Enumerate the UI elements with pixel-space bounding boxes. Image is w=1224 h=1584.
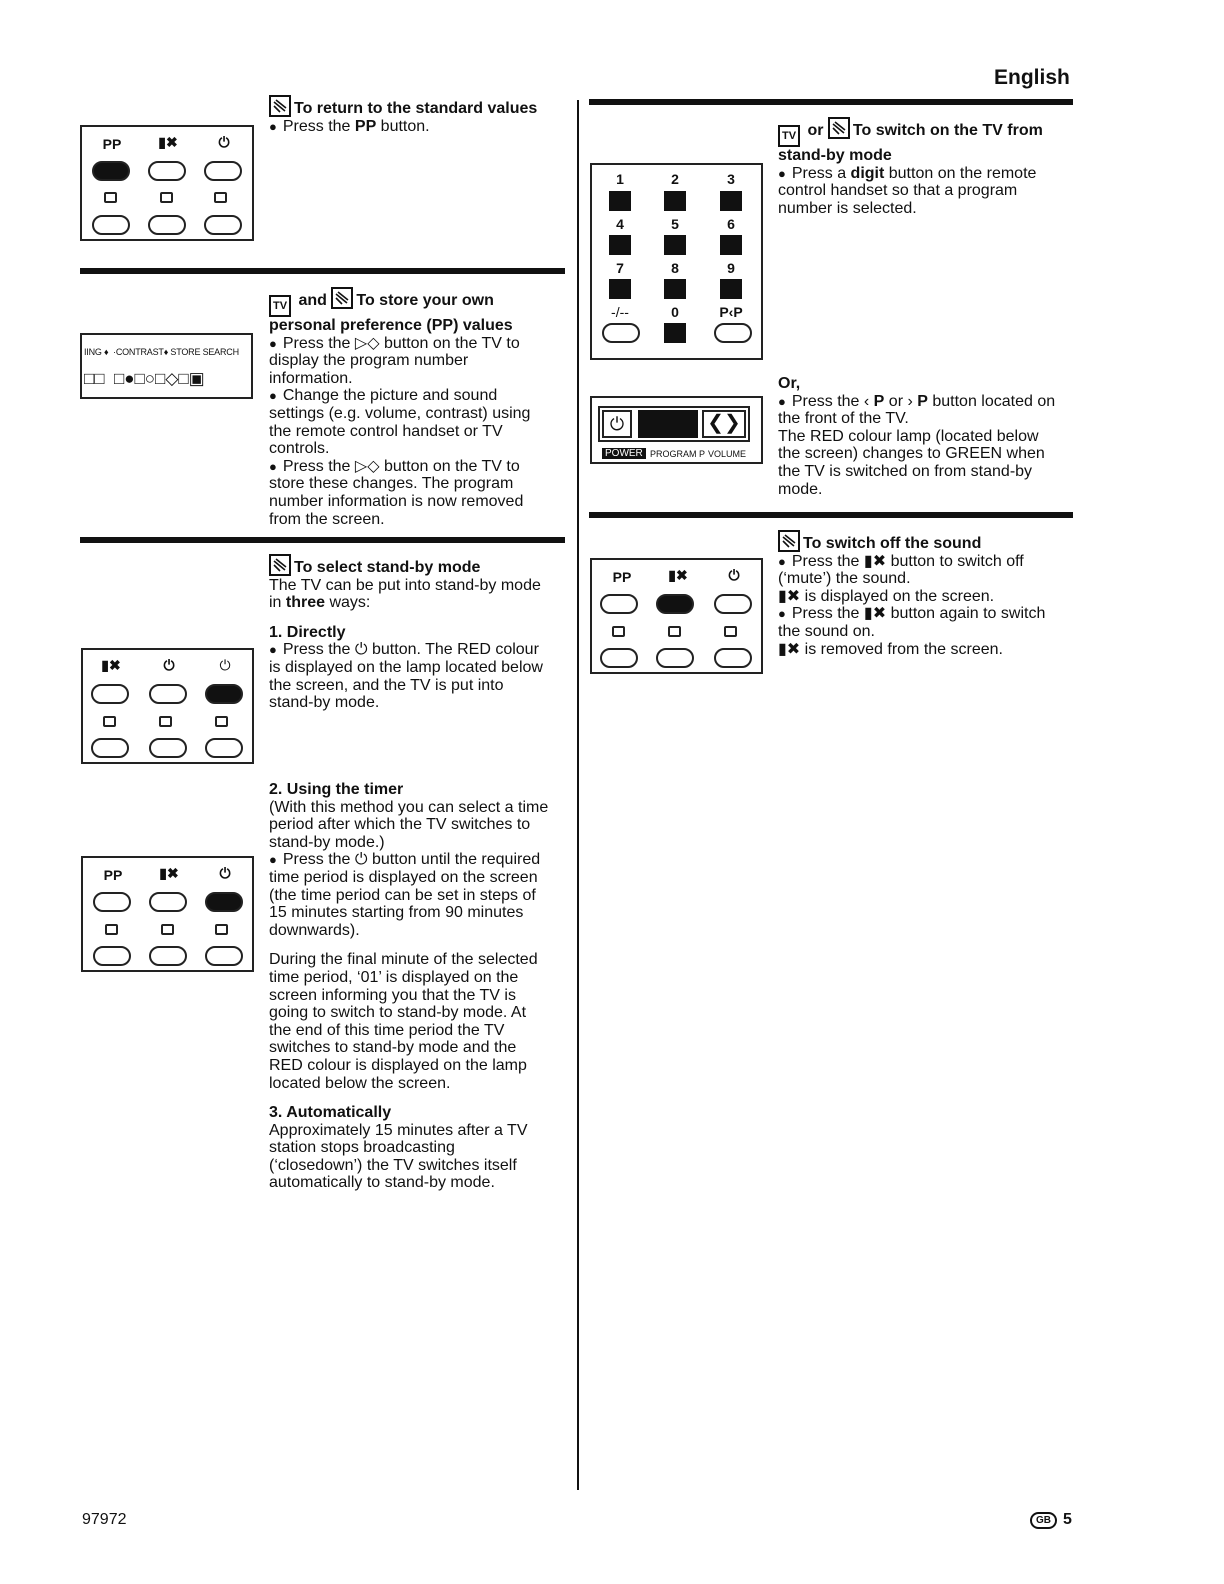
remote-control-icon <box>269 95 291 117</box>
front-control-buttons[interactable]: □□ □●□○□◇□▣ <box>84 369 205 388</box>
tv-front-panel <box>590 396 763 464</box>
digit-button-9[interactable] <box>720 279 742 299</box>
remote-panel-mute <box>590 558 763 674</box>
section-rule <box>80 268 565 274</box>
page-number: GB 5 <box>1030 1511 1072 1529</box>
program-buttons[interactable]: ❮❯ <box>702 410 746 438</box>
pp-button[interactable] <box>92 161 130 181</box>
remote-button[interactable] <box>91 738 129 758</box>
teletext-icon <box>104 192 117 203</box>
digit-button-5[interactable] <box>664 235 686 255</box>
mute-icon: ▮✖ <box>778 587 801 605</box>
mute-icon: ▮✖ <box>159 865 179 881</box>
digit-button-6[interactable] <box>720 235 742 255</box>
section-standby: To select stand-by mode The TV can be put into stand-by mode in three ways: 1. Directly ● Press the ⏻ button. The RED colour is displayed on the lamp located below the screen, and the TV is put into stand-by mode. <box>269 554 569 712</box>
standby-button[interactable] <box>204 161 242 181</box>
mute-icon: ▮✖ <box>778 640 801 658</box>
av-input-icon <box>215 924 228 935</box>
mute-button[interactable] <box>148 161 186 181</box>
av-input-icon <box>724 626 737 637</box>
input-icon <box>215 716 228 727</box>
power-label: POWER <box>602 448 646 459</box>
remote-button[interactable] <box>93 946 131 966</box>
standby-button[interactable] <box>205 684 243 704</box>
text-page-icon <box>160 192 173 203</box>
pp-label: PP <box>103 867 123 883</box>
program-label: PROGRAM P <box>650 449 706 459</box>
remote-button[interactable] <box>92 215 130 235</box>
tv-icon: TV <box>269 295 291 317</box>
remote-button[interactable] <box>600 648 638 668</box>
remote-button[interactable] <box>204 215 242 235</box>
section-switch-on: TV or To switch on the TV from stand-by mode ● Press a digit button on the remote control handset so that a program number is selected. <box>778 117 1078 217</box>
remote-control-icon <box>331 287 353 309</box>
program-display <box>638 410 698 438</box>
digit-button-8[interactable] <box>664 279 686 299</box>
remote-control-icon <box>269 554 291 576</box>
remote-panel-timer <box>81 856 254 972</box>
text-page-icon <box>161 924 174 935</box>
standby-icon: ⏻ <box>219 657 231 673</box>
remote-control-icon <box>778 530 800 552</box>
swap-program-button[interactable] <box>714 323 752 343</box>
section-timer: 2. Using the timer (With this method you can select a time period after which the TV switches to stand-by mode.) ● Press the ⏻ button until the required time period is displayed on the screen (the time period can be set in steps of 15 minutes starting from 90 minutes downwards). During the final minute of the selected time period, ‘01’ is displayed on the screen informing you that the TV is going to switch to stand-by mode. At the end of this time period the TV switches to stand-by mode and the RED colour is displayed on the lamp located below the screen. 3. Automatically Approximately 15 minutes after a TV station stops broadcasting (‘closedown’) the TV switches itself automatically to stand-by mode. <box>269 781 569 1192</box>
pp-label: PP <box>612 569 632 585</box>
remote-panel-pp <box>80 125 254 241</box>
power-icon: ⏻ <box>218 134 230 150</box>
text-page-icon <box>103 716 116 727</box>
power-icon: ⏻ <box>728 567 740 583</box>
language-label: English <box>994 66 1070 89</box>
mute-icon: ▮✖ <box>863 552 887 570</box>
digit-button-3[interactable] <box>720 191 742 211</box>
section-store-pp: TV and To store your own personal preference (PP) values ● Press the ▷◇ button on the TV to display the program number information. ● Change the picture and sound settings (e.g. volume, contrast) using the remote control handset or TV controls. ● Press the ▷◇ button on the TV to store these changes. The program number information is now removed from the screen. <box>269 287 569 528</box>
section-rule <box>589 99 1073 105</box>
av-input-icon <box>214 192 227 203</box>
teletext-icon <box>105 924 118 935</box>
remote-button[interactable] <box>149 738 187 758</box>
mute-icon: ▮✖ <box>158 134 178 150</box>
teletext-icon <box>612 626 625 637</box>
remote-button[interactable] <box>205 738 243 758</box>
front-controls-labels: IING ♦ ·CONTRAST♦ STORE SEARCH <box>84 347 239 357</box>
remote-keypad-panel: 1 2 3 4 5 6 7 8 9 -/-- 0 P‹P <box>590 163 763 360</box>
remote-button[interactable] <box>149 684 187 704</box>
power-switch[interactable]: ⏻ <box>602 410 632 438</box>
remote-button[interactable] <box>149 946 187 966</box>
digit-button-2[interactable] <box>664 191 686 211</box>
mute-icon: ▮✖ <box>668 567 688 583</box>
section-switch-on-front: Or, ● Press the ‹ P or › P button located on the front of the TV. The RED colour lamp (located below the screen) changes to GREEN when the TV is switched on from stand-by mode. <box>778 375 1078 498</box>
standby-button[interactable] <box>205 892 243 912</box>
gb-badge-icon: GB <box>1030 1512 1057 1529</box>
section-rule <box>589 512 1073 518</box>
digit-button-7[interactable] <box>609 279 631 299</box>
mute-icon: ▮✖ <box>101 657 121 673</box>
column-divider <box>577 100 579 1490</box>
remote-button[interactable] <box>714 648 752 668</box>
standby-button[interactable] <box>714 594 752 614</box>
remote-button[interactable] <box>205 946 243 966</box>
section-return-standard: To return to the standard values ● Press the PP button. <box>269 95 569 135</box>
section-rule <box>80 537 565 543</box>
text-page-icon <box>668 626 681 637</box>
power-icon: ⏻ <box>163 657 175 673</box>
mute-icon: ▮✖ <box>863 605 887 623</box>
pp-label: PP <box>102 136 122 152</box>
av-input-icon <box>159 716 172 727</box>
digit-button-4[interactable] <box>609 235 631 255</box>
doc-number: 97972 <box>82 1511 127 1528</box>
remote-button[interactable] <box>656 648 694 668</box>
mute-button[interactable] <box>656 594 694 614</box>
remote-panel-standby <box>81 648 254 764</box>
digit-button-1[interactable] <box>609 191 631 211</box>
pp-button[interactable] <box>93 892 131 912</box>
tv-icon: TV <box>778 125 800 147</box>
dash-button[interactable] <box>602 323 640 343</box>
section-title: To return to the standard values <box>294 100 538 117</box>
remote-control-icon <box>828 117 850 139</box>
power-icon: ⏻ <box>219 865 231 881</box>
volume-label: VOLUME <box>708 449 747 459</box>
mute-button[interactable] <box>149 892 187 912</box>
mute-button[interactable] <box>91 684 129 704</box>
section-mute: To switch off the sound ● Press the ▮✖ button to switch off (‘mute’) the sound. ▮✖ is displayed on the screen. ● Press the ▮✖ button again to switch the sound on. ▮✖ is removed from the screen. <box>778 530 1078 658</box>
pp-button[interactable] <box>600 594 638 614</box>
digit-button-0[interactable] <box>664 323 686 343</box>
tv-front-controls <box>80 333 253 399</box>
remote-button[interactable] <box>148 215 186 235</box>
